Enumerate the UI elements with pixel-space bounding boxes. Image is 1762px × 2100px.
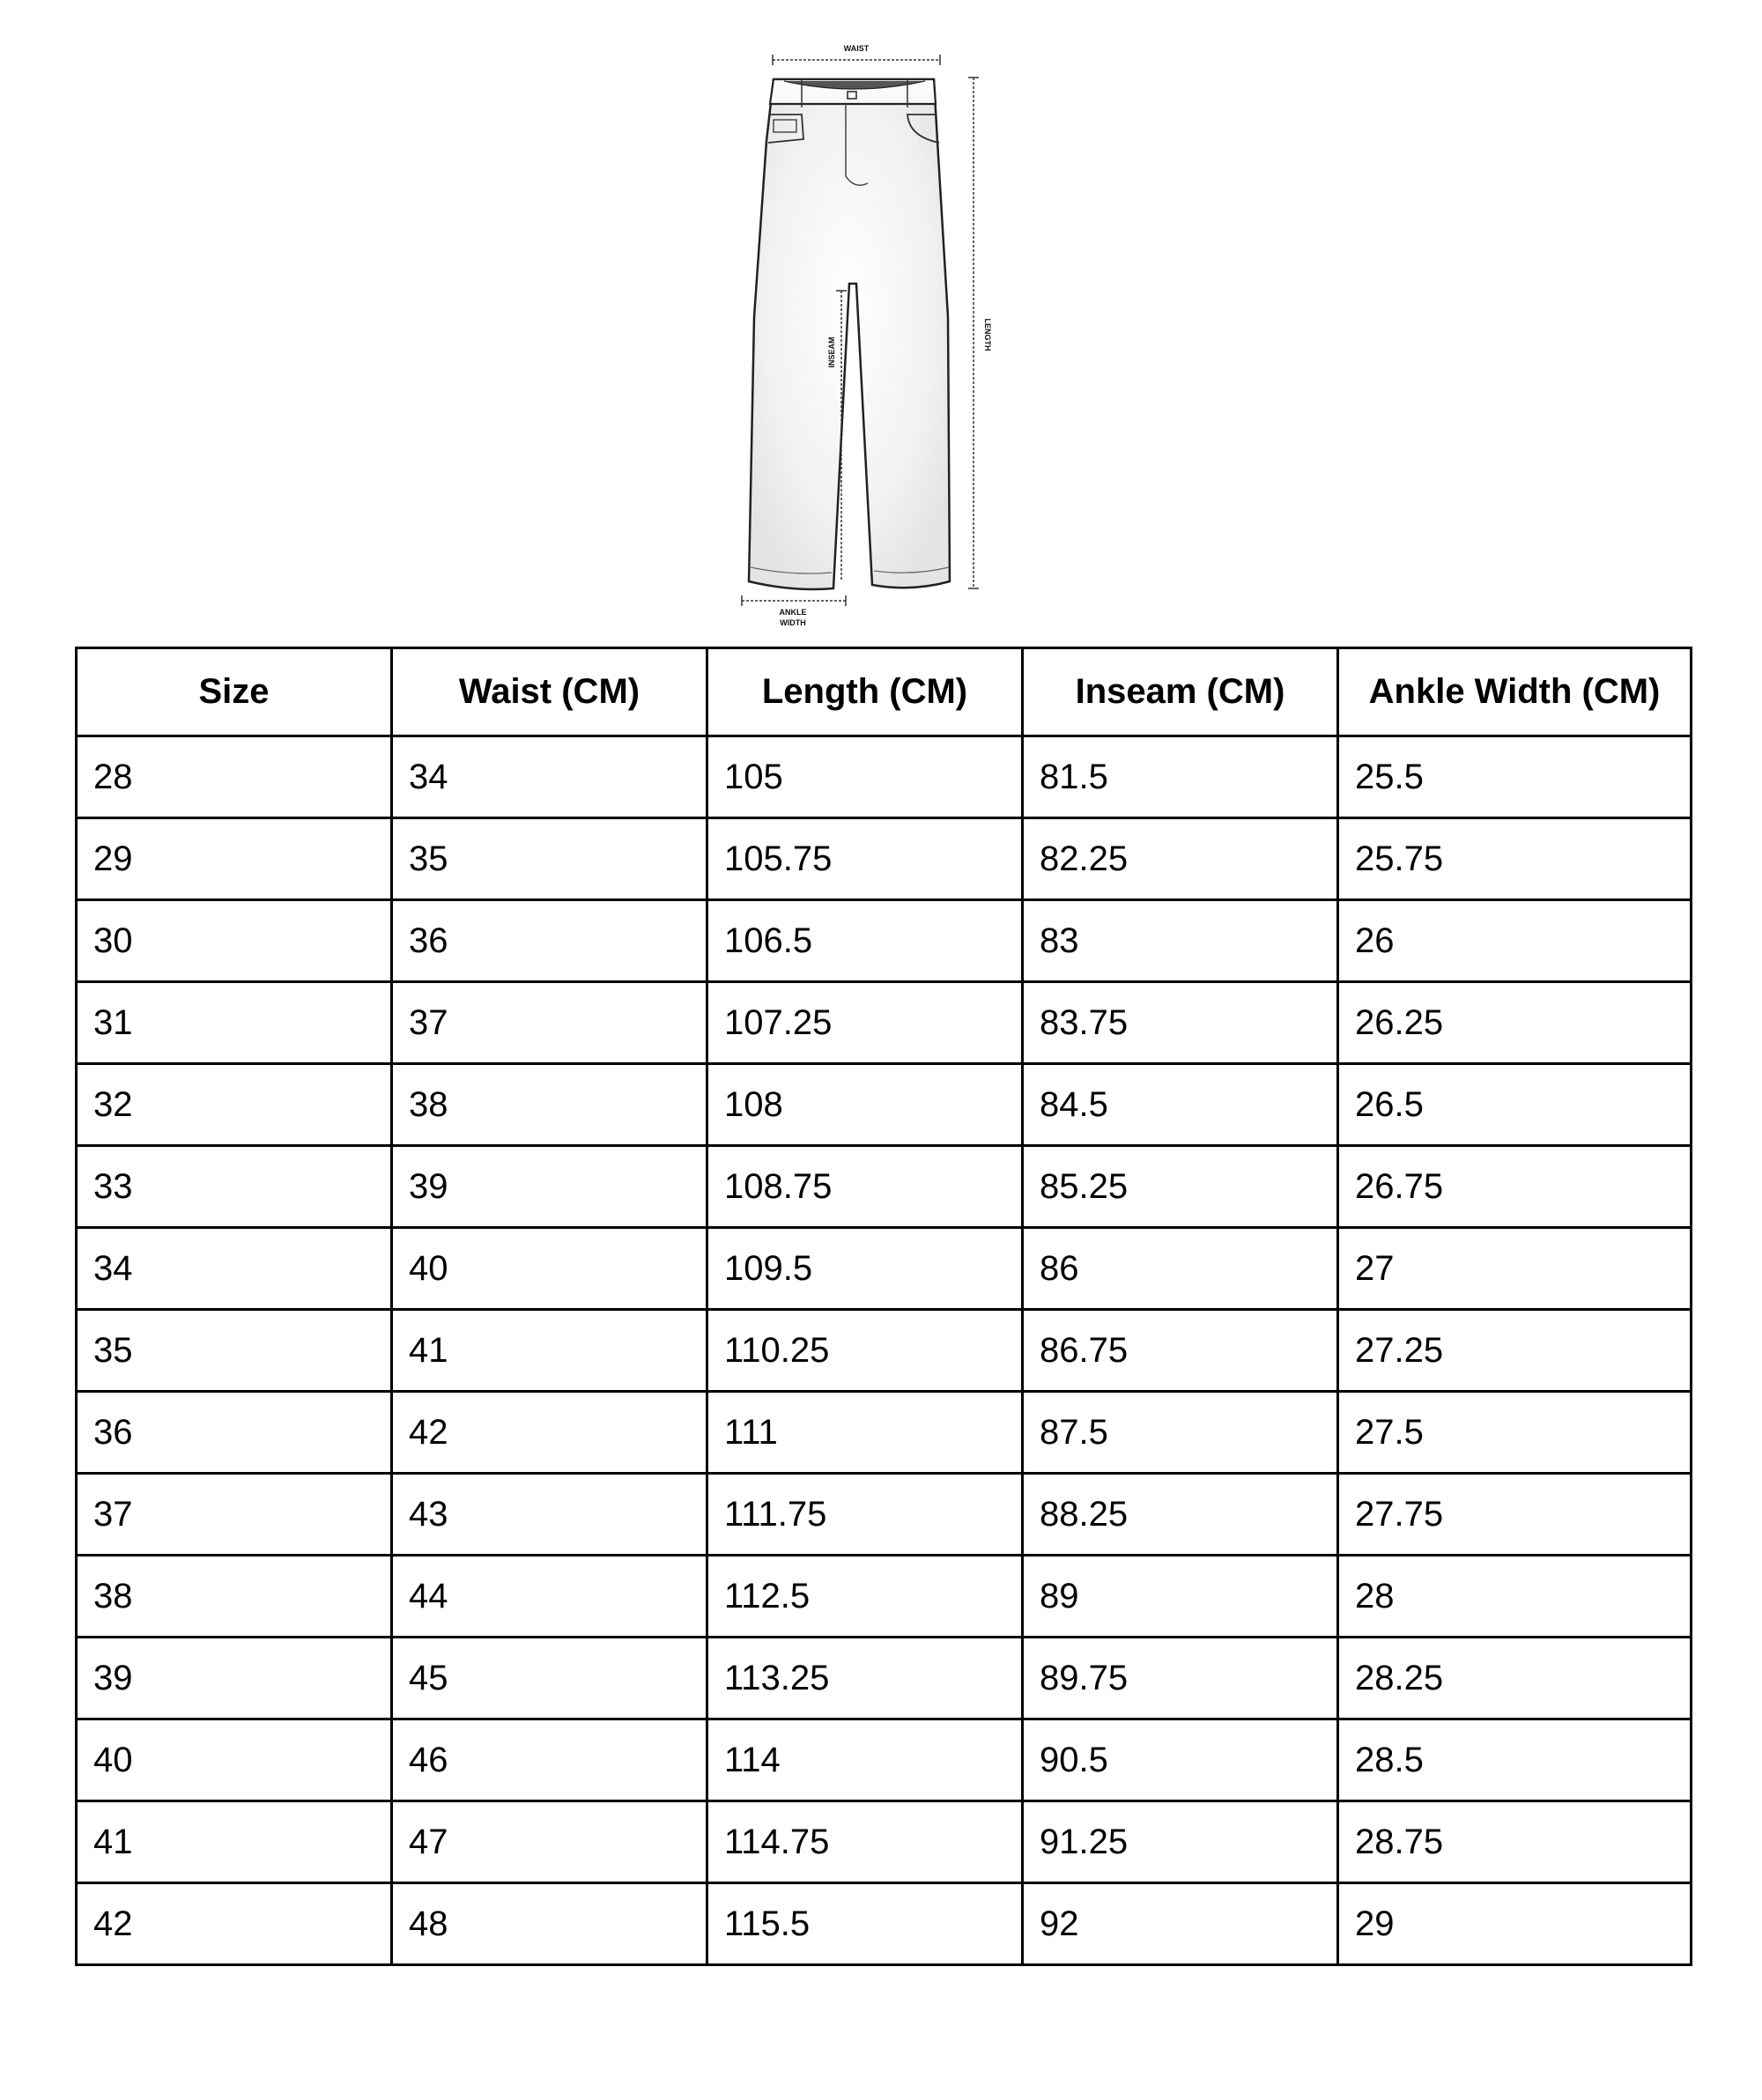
cell-size: 40 bbox=[77, 1719, 392, 1801]
cell-inseam: 83.75 bbox=[1023, 982, 1338, 1064]
table-row bbox=[77, 1638, 1692, 1719]
cell-length: 114 bbox=[707, 1719, 1023, 1801]
cell-waist: 42 bbox=[392, 1392, 707, 1474]
cell-inseam: 90.5 bbox=[1023, 1719, 1338, 1801]
cell-waist: 45 bbox=[392, 1638, 707, 1719]
cell-length: 111.75 bbox=[707, 1474, 1023, 1556]
cell-inseam: 88.25 bbox=[1023, 1474, 1338, 1556]
cell-inseam: 81.5 bbox=[1023, 736, 1338, 818]
cell-size: 35 bbox=[77, 1310, 392, 1392]
cell-size: 33 bbox=[77, 1146, 392, 1228]
cell-inseam: 89.75 bbox=[1023, 1638, 1338, 1719]
cell-size: 37 bbox=[77, 1474, 392, 1556]
cell-size: 28 bbox=[77, 736, 392, 818]
cell-size: 41 bbox=[77, 1801, 392, 1883]
column-header-length: Length (CM) bbox=[707, 648, 1023, 736]
length-label: LENGTH bbox=[983, 318, 992, 351]
cell-inseam: 83 bbox=[1023, 900, 1338, 982]
cell-length: 115.5 bbox=[707, 1883, 1023, 1965]
cell-size: 29 bbox=[77, 818, 392, 900]
cell-inseam: 87.5 bbox=[1023, 1392, 1338, 1474]
cell-ankle-width: 27.25 bbox=[1338, 1310, 1692, 1392]
cell-waist: 41 bbox=[392, 1310, 707, 1392]
table-row bbox=[77, 1801, 1692, 1883]
cell-ankle-width: 28.75 bbox=[1338, 1801, 1692, 1883]
cell-length: 105.75 bbox=[707, 818, 1023, 900]
cell-ankle-width: 26.5 bbox=[1338, 1064, 1692, 1146]
cell-waist: 44 bbox=[392, 1556, 707, 1638]
size-chart-table bbox=[75, 647, 1692, 1966]
cell-ankle-width: 25.5 bbox=[1338, 736, 1692, 818]
column-header-inseam: Inseam (CM) bbox=[1023, 648, 1338, 736]
cell-inseam: 84.5 bbox=[1023, 1064, 1338, 1146]
cell-ankle-width: 27 bbox=[1338, 1228, 1692, 1310]
table-row bbox=[77, 736, 1692, 818]
cell-waist: 43 bbox=[392, 1474, 707, 1556]
cell-size: 42 bbox=[77, 1883, 392, 1965]
cell-size: 31 bbox=[77, 982, 392, 1064]
cell-ankle-width: 28.25 bbox=[1338, 1638, 1692, 1719]
table-row bbox=[77, 1556, 1692, 1638]
ankle-width-measure-line bbox=[742, 595, 846, 606]
table-row bbox=[77, 900, 1692, 982]
cell-ankle-width: 29 bbox=[1338, 1883, 1692, 1965]
cell-inseam: 89 bbox=[1023, 1556, 1338, 1638]
pants-outline bbox=[749, 79, 950, 589]
column-header-waist: Waist (CM) bbox=[392, 648, 707, 736]
cell-length: 106.5 bbox=[707, 900, 1023, 982]
cell-ankle-width: 28.5 bbox=[1338, 1719, 1692, 1801]
cell-inseam: 86.75 bbox=[1023, 1310, 1338, 1392]
cell-waist: 36 bbox=[392, 900, 707, 982]
cell-size: 30 bbox=[77, 900, 392, 982]
length-measure-line bbox=[968, 78, 979, 588]
cell-ankle-width: 26 bbox=[1338, 900, 1692, 982]
table-row bbox=[77, 1474, 1692, 1556]
waist-measure-line bbox=[773, 55, 940, 65]
cell-inseam: 85.25 bbox=[1023, 1146, 1338, 1228]
column-header-size: Size bbox=[77, 648, 392, 736]
cell-ankle-width: 26.75 bbox=[1338, 1146, 1692, 1228]
cell-length: 108.75 bbox=[707, 1146, 1023, 1228]
cell-inseam: 91.25 bbox=[1023, 1801, 1338, 1883]
cell-length: 110.25 bbox=[707, 1310, 1023, 1392]
button bbox=[848, 92, 856, 99]
cell-waist: 37 bbox=[392, 982, 707, 1064]
table-row bbox=[77, 1146, 1692, 1228]
cell-length: 111 bbox=[707, 1392, 1023, 1474]
cell-inseam: 82.25 bbox=[1023, 818, 1338, 900]
table-row bbox=[77, 1228, 1692, 1310]
table-row bbox=[77, 1064, 1692, 1146]
cell-size: 32 bbox=[77, 1064, 392, 1146]
table-row bbox=[77, 1392, 1692, 1474]
cell-waist: 39 bbox=[392, 1146, 707, 1228]
table-row bbox=[77, 1719, 1692, 1801]
cell-length: 113.25 bbox=[707, 1638, 1023, 1719]
cell-size: 34 bbox=[77, 1228, 392, 1310]
table-row bbox=[77, 1883, 1692, 1965]
cell-size: 39 bbox=[77, 1638, 392, 1719]
cell-length: 109.5 bbox=[707, 1228, 1023, 1310]
cell-ankle-width: 27.75 bbox=[1338, 1474, 1692, 1556]
pants-measurement-diagram bbox=[722, 35, 1004, 634]
cell-waist: 48 bbox=[392, 1883, 707, 1965]
table-row bbox=[77, 818, 1692, 900]
waist-label: WAIST bbox=[843, 44, 870, 53]
cell-length: 105 bbox=[707, 736, 1023, 818]
cell-length: 112.5 bbox=[707, 1556, 1023, 1638]
ankle-label-line2: WIDTH bbox=[780, 618, 806, 627]
cell-ankle-width: 26.25 bbox=[1338, 982, 1692, 1064]
cell-waist: 38 bbox=[392, 1064, 707, 1146]
cell-ankle-width: 25.75 bbox=[1338, 818, 1692, 900]
cell-waist: 40 bbox=[392, 1228, 707, 1310]
cell-length: 114.75 bbox=[707, 1801, 1023, 1883]
inseam-label: INSEAM bbox=[827, 336, 836, 368]
cell-waist: 35 bbox=[392, 818, 707, 900]
cell-ankle-width: 28 bbox=[1338, 1556, 1692, 1638]
cell-waist: 47 bbox=[392, 1801, 707, 1883]
table-row bbox=[77, 1310, 1692, 1392]
column-header-ankle-width: Ankle Width (CM) bbox=[1338, 648, 1692, 736]
cell-waist: 34 bbox=[392, 736, 707, 818]
table-row bbox=[77, 982, 1692, 1064]
cell-length: 107.25 bbox=[707, 982, 1023, 1064]
cell-size: 38 bbox=[77, 1556, 392, 1638]
cell-size: 36 bbox=[77, 1392, 392, 1474]
cell-inseam: 86 bbox=[1023, 1228, 1338, 1310]
cell-length: 108 bbox=[707, 1064, 1023, 1146]
table-header-row bbox=[77, 648, 1692, 736]
ankle-label-line1: ANKLE bbox=[779, 608, 807, 617]
cell-waist: 46 bbox=[392, 1719, 707, 1801]
cell-ankle-width: 27.5 bbox=[1338, 1392, 1692, 1474]
cell-inseam: 92 bbox=[1023, 1883, 1338, 1965]
